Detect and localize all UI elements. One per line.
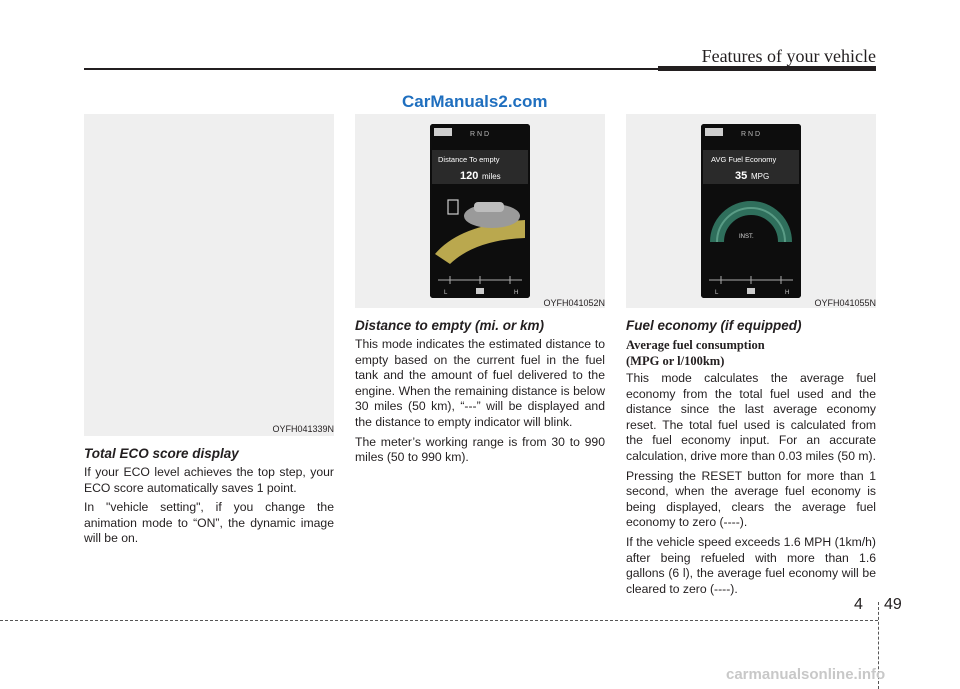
fuel-economy-section [626, 318, 876, 601]
paragraph: If your ECO level achieves the top step, your ECO score automatically saves 1 point. [84, 465, 334, 495]
gear-indicator: R N D [741, 131, 761, 138]
gauge-left-label: L [715, 290, 719, 296]
screen-unit: miles [482, 172, 501, 181]
cluster-display-graphic [701, 124, 801, 298]
paragraph: Pressing the RESET button for more than 1 second, when the average fuel economy is being displayed, clears the average fuel economy to zero (----). [626, 468, 876, 530]
sub-heading: (MPG or l/100km) [626, 354, 725, 368]
section-heading: Distance to empty (mi. or km) [355, 318, 545, 333]
distance-to-empty-image [355, 114, 605, 308]
distance-to-empty-section [355, 318, 605, 470]
page-header-title: Features of your vehicle [701, 46, 876, 66]
site-watermark[interactable]: carmanualsonline.info [726, 666, 886, 683]
screen-label: Distance To empty [438, 155, 500, 164]
watermark-link[interactable]: CarManuals2.com [402, 92, 548, 111]
engine-icon [476, 288, 484, 294]
gear-indicator: R N D [470, 131, 490, 138]
image-code: OYFH041055N [814, 298, 876, 308]
engine-icon [747, 288, 755, 294]
cluster-display-graphic [430, 124, 530, 298]
cluster-screen [701, 124, 801, 298]
screen-unit: MPG [751, 172, 770, 181]
section-heading: Total ECO score display [84, 446, 239, 461]
chapter-number: 4 [854, 596, 863, 613]
image-code: OYFH041339N [272, 424, 334, 434]
sub-heading: Average fuel consumption [626, 338, 765, 352]
paragraph: If the vehicle speed exceeds 1.6 MPH (1km/h) after being refueled with more than 1.6 gallons (6 l), the average fuel economy will be cleared to zero (----). [626, 534, 876, 596]
paragraph: The meter’s working range is from 30 to 990 miles (50 to 990 km). [355, 434, 605, 465]
section-heading: Fuel economy (if equipped) [626, 318, 802, 333]
image-code: OYFH041052N [543, 298, 605, 308]
screen-value: 120 [460, 170, 479, 182]
gauge-left-label: L [444, 290, 448, 296]
eco-score-section [84, 446, 334, 551]
fuel-economy-image [626, 114, 876, 308]
gear-icon [705, 128, 723, 136]
screen-label: AVG Fuel Economy [711, 155, 777, 164]
paragraph: In "vehicle setting", if you change the animation mode to “ON”, the dynamic image will be on. [84, 500, 334, 546]
header-rule-accent [658, 66, 876, 71]
eco-score-image [84, 114, 334, 436]
paragraph: This mode calculates the average fuel economy from the total fuel used and the distance since the last average economy reset. The total fuel used is calculated from the fuel economy input. For an accurate calculation, drive more than 0.03 miles (50 m). [626, 371, 876, 463]
header-rule [84, 68, 658, 70]
page-number: 49 [884, 596, 902, 613]
screen-value: 35 [735, 170, 748, 182]
paragraph: This mode indicates the estimated distance to empty based on the current fuel in the fuel tank and the amount of fuel delivered to the engine. When the remaining distance is below 30 miles (50 km), “---” will be displayed and the distance to empty indicator will blink. [355, 337, 605, 429]
gauge-inst-label: INST. [739, 234, 754, 240]
gear-icon [434, 128, 452, 136]
cluster-screen [430, 124, 530, 298]
footer-rule [0, 620, 878, 621]
gauge-right-label: H [785, 290, 790, 296]
gauge-right-label: H [514, 290, 519, 296]
